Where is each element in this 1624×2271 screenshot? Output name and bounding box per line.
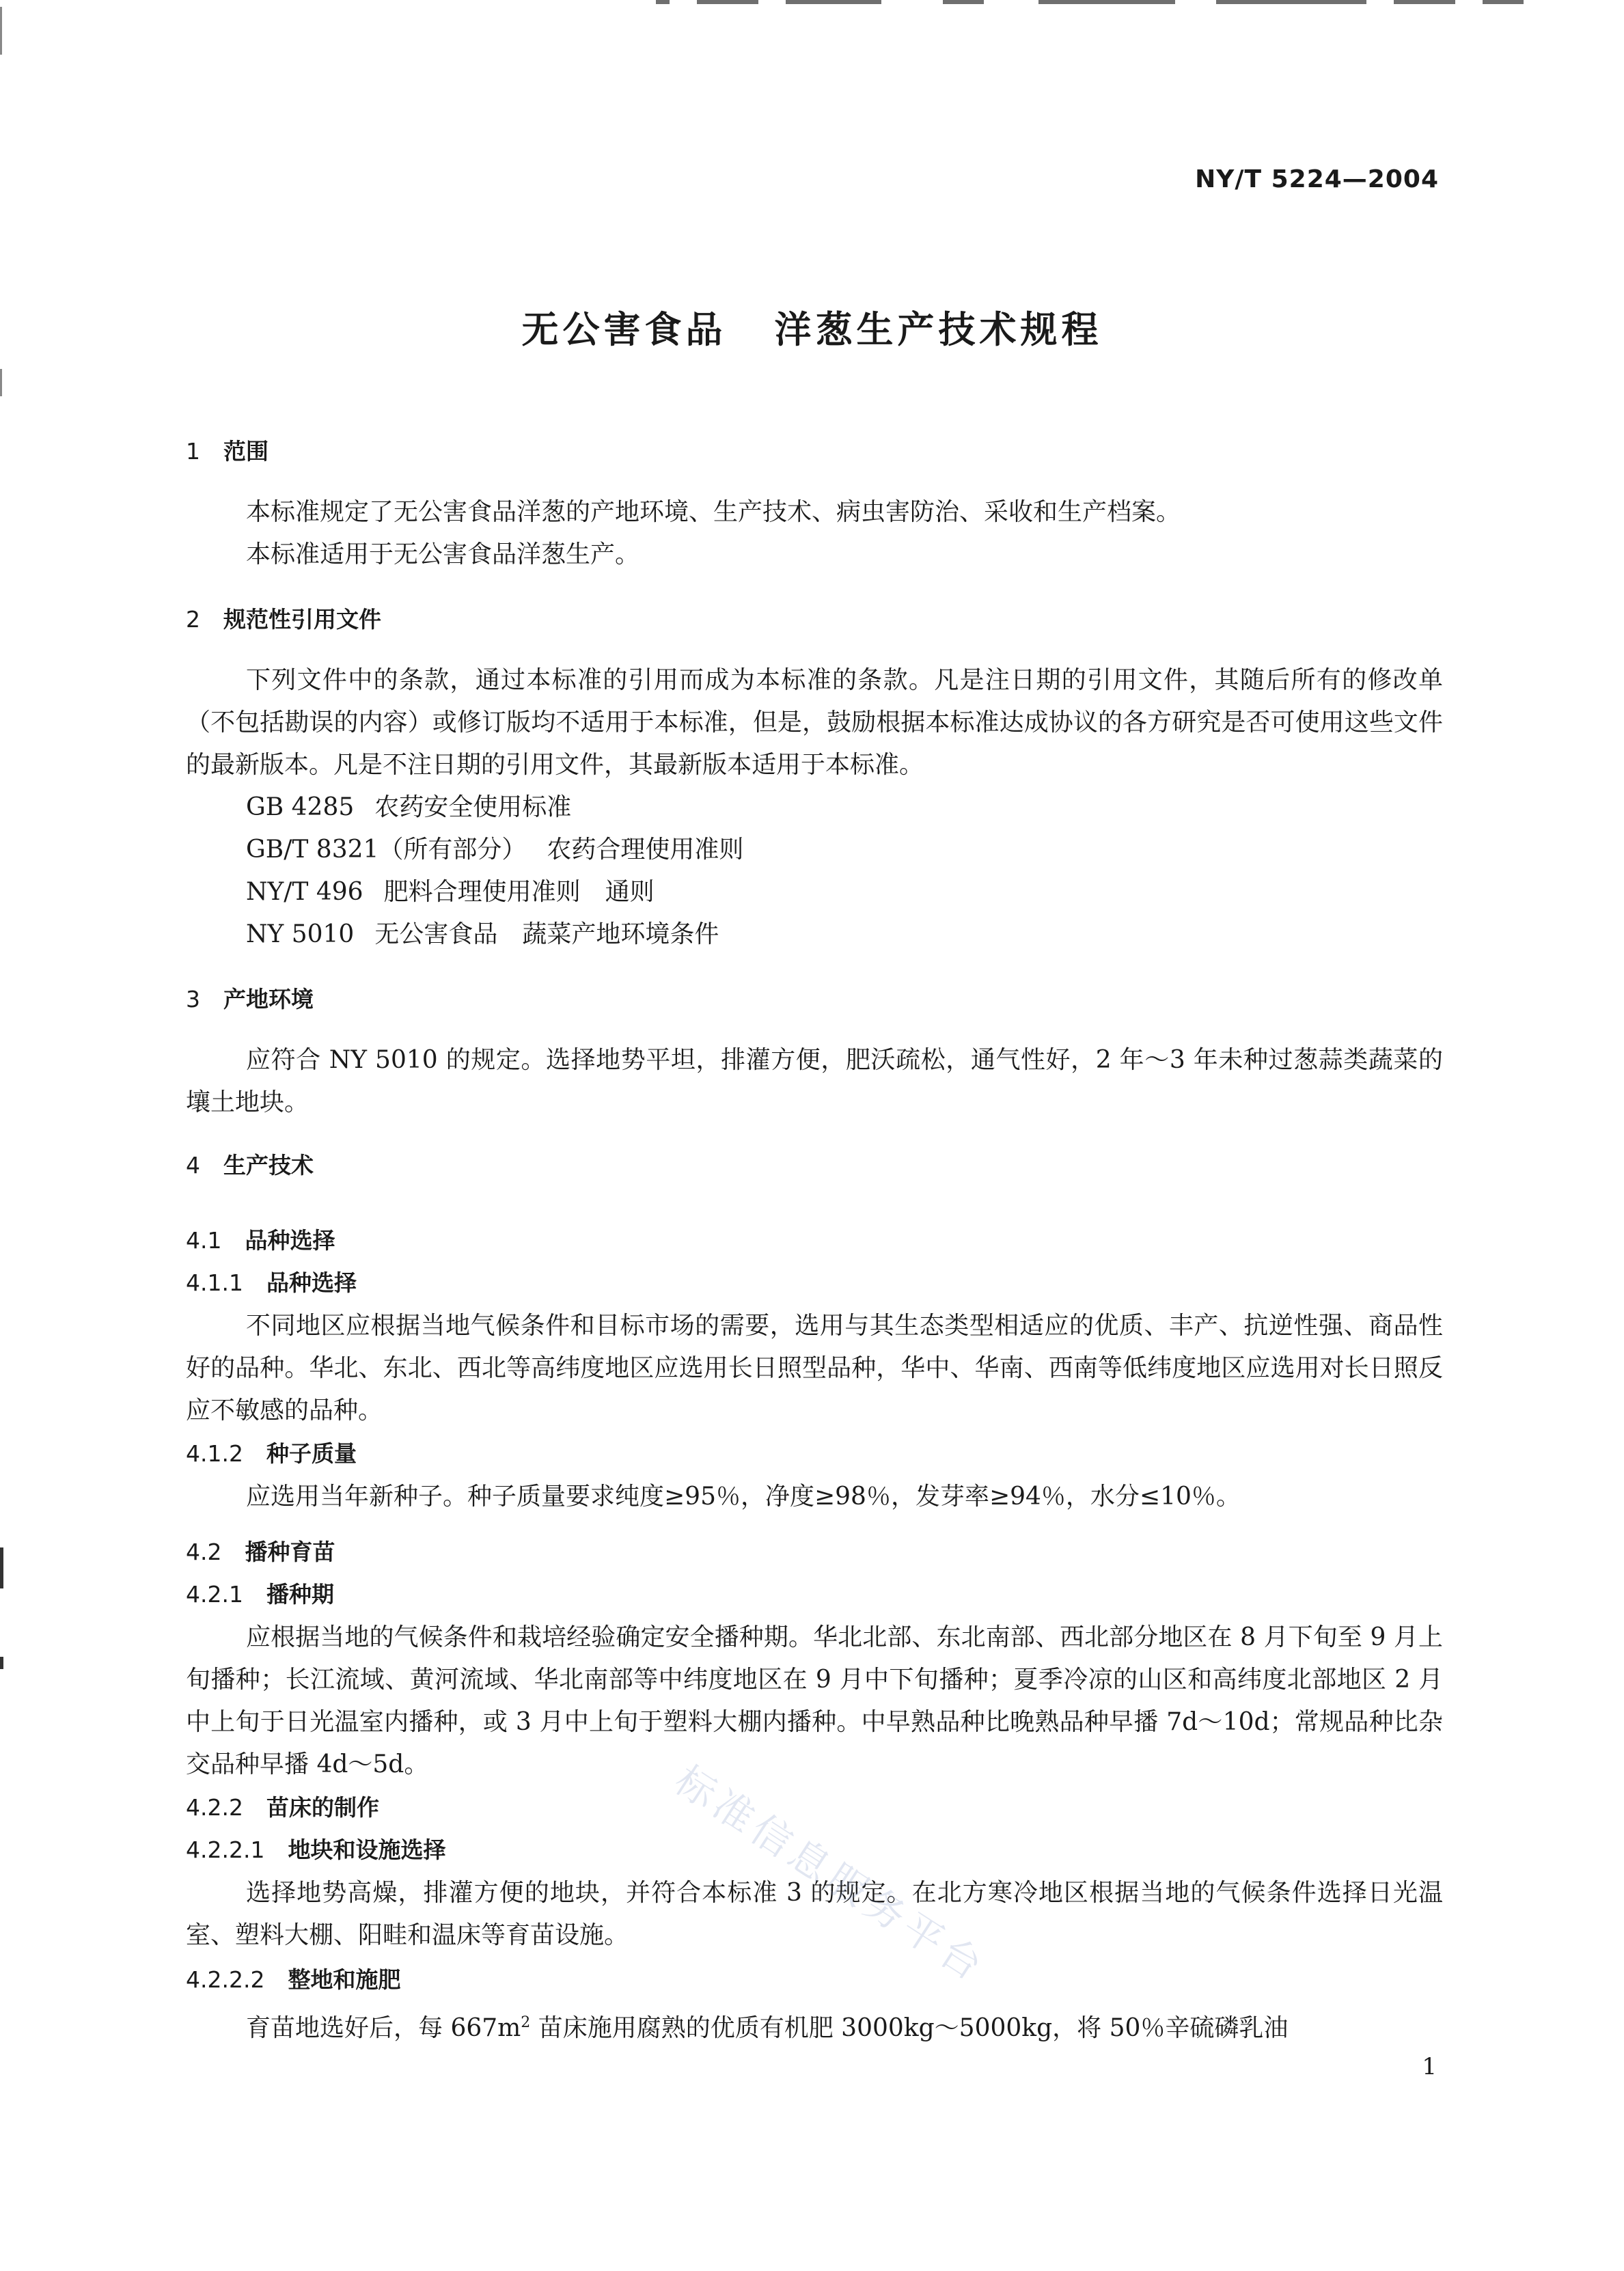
- section-number: 4.2.2.1: [186, 1836, 265, 1863]
- section-number: 2: [186, 606, 200, 633]
- subsection-heading: [186, 1265, 357, 1297]
- section-title: 规范性引用文件: [223, 606, 381, 633]
- page-title: [0, 301, 1624, 353]
- subsection-heading: [186, 1534, 335, 1567]
- section-number: 4.1.1: [186, 1269, 243, 1296]
- section-number: 4.1.2: [186, 1440, 243, 1467]
- section-title: 整地和施肥: [288, 1966, 401, 1993]
- subsection-heading: [186, 1832, 445, 1864]
- section-title: 播种育苗: [245, 1539, 335, 1565]
- reference-name: 无公害食品 蔬菜产地环境条件: [374, 920, 719, 948]
- section-title: 品种选择: [266, 1269, 357, 1296]
- section-number: 4.2.1: [186, 1581, 243, 1608]
- reference-item: [246, 786, 571, 829]
- scan-artifact-left: [0, 1657, 3, 1669]
- paragraph-text: 苗床施用腐熟的优质有机肥 3000kg～5000kg，将 50％辛硫磷乳油: [530, 2014, 1289, 2042]
- scan-artifact-top: [656, 0, 1544, 7]
- paragraph: 本标准适用于无公害食品洋葱生产。: [246, 540, 640, 568]
- subsection-heading: [186, 1790, 379, 1822]
- reference-code: GB/T 8321（所有部分）: [246, 836, 527, 864]
- section-title: 品种选择: [245, 1227, 335, 1254]
- paragraph: 应符合 NY 5010 的规定。选择地势平坦，排灌方便，肥沃疏松，通气性好，2 年～3 年未种过葱蒜类蔬菜的壤土地块。: [186, 1046, 1443, 1116]
- scan-artifact-left: [0, 1547, 3, 1588]
- subsection-heading: [186, 1223, 335, 1255]
- paragraph: 不同地区应根据当地气候条件和目标市场的需要，选用与其生态类型相适应的优质、丰产、抗逆性强、商品性好的品种。华北、东北、西北等高纬度地区应选用长日照型品种，华中、华南、西南等低纬度地区应选用对长日照反应不敏感的品种。: [186, 1312, 1443, 1424]
- reference-item: [246, 913, 719, 956]
- paragraph: 应根据当地的气候条件和栽培经验确定安全播种期。华北北部、东北南部、西北部分地区在 8 月下旬至 9 月上旬播种；长江流域、黄河流域、华北南部等中纬度地区在 9 月中下旬播种；夏季冷凉的山区和高纬度北部地区 2 月中上旬于日光温室内播种，或 3 月中上旬于塑料大棚内播种。中早熟品种比晚熟品种早播 7d～10d；常规品种比杂交品种早播 4d～5d。: [186, 1623, 1443, 1778]
- reference-code: GB 4285: [246, 793, 355, 821]
- reference-item: [246, 871, 655, 913]
- section-number: 4.2: [186, 1539, 222, 1565]
- reference-code: NY 5010: [246, 920, 355, 948]
- subsection-heading: [186, 1436, 357, 1468]
- title-part1: 无公害食品: [521, 308, 727, 351]
- watermark: 标准信息服务平台: [666, 1756, 995, 1992]
- subsection-heading: [186, 1962, 400, 1994]
- page-number: 1: [1422, 2053, 1437, 2080]
- section-number: 4: [186, 1152, 200, 1179]
- reference-item: [246, 829, 743, 871]
- subsection-heading: [186, 1577, 334, 1609]
- section-heading: [186, 982, 314, 1014]
- section-title: 地块和设施选择: [288, 1836, 446, 1863]
- section-number: 1: [186, 438, 200, 465]
- section-title: 生产技术: [223, 1152, 314, 1179]
- paragraph: 下列文件中的条款，通过本标准的引用而成为本标准的条款。凡是注日期的引用文件，其随后所有的修改单（不包括勘误的内容）或修订版均不适用于本标准，但是，鼓励根据本标准达成协议的各方研究是否可使用这些文件的最新版本。凡是不注日期的引用文件，其最新版本适用于本标准。: [186, 666, 1443, 779]
- standard-code: NY/T 5224—2004: [1195, 165, 1439, 193]
- reference-name: 肥料合理使用准则 通则: [383, 878, 655, 906]
- section-number: 3: [186, 986, 200, 1013]
- section-title: 范围: [223, 438, 269, 465]
- paragraph: 本标准规定了无公害食品洋葱的产地环境、生产技术、病虫害防治、采收和生产档案。: [246, 498, 1181, 526]
- section-title: 种子质量: [266, 1440, 357, 1467]
- section-heading: [186, 1148, 314, 1180]
- section-heading: [186, 434, 269, 466]
- paragraph: 选择地势高燥，排灌方便的地块，并符合本标准 3 的规定。在北方寒冷地区根据当地的气候条件选择日光温室、塑料大棚、阳畦和温床等育苗设施。: [186, 1879, 1443, 1949]
- section-number: 4.2.2.2: [186, 1966, 265, 1993]
- section-title: 苗床的制作: [266, 1794, 379, 1821]
- paragraph-text: 育苗地选好后，每 667m: [246, 2014, 521, 2042]
- scan-artifact-left: [0, 7, 2, 55]
- superscript: 2: [521, 2014, 531, 2031]
- section-number: 4.2.2: [186, 1794, 243, 1821]
- scan-artifact-left: [0, 369, 2, 396]
- reference-name: 农药合理使用准则: [547, 836, 744, 864]
- section-heading: [186, 602, 381, 634]
- title-part2: 洋葱生产技术规程: [774, 308, 1103, 351]
- paragraph: 应选用当年新种子。种子质量要求纯度≥95％，净度≥98％，发芽率≥94％，水分≤10％。: [246, 1483, 1241, 1511]
- reference-code: NY/T 496: [246, 878, 363, 906]
- section-number: 4.1: [186, 1227, 222, 1254]
- paragraph: [186, 2002, 1443, 2050]
- reference-name: 农药安全使用标准: [374, 793, 572, 821]
- section-title: 播种期: [266, 1581, 334, 1608]
- section-title: 产地环境: [223, 986, 314, 1013]
